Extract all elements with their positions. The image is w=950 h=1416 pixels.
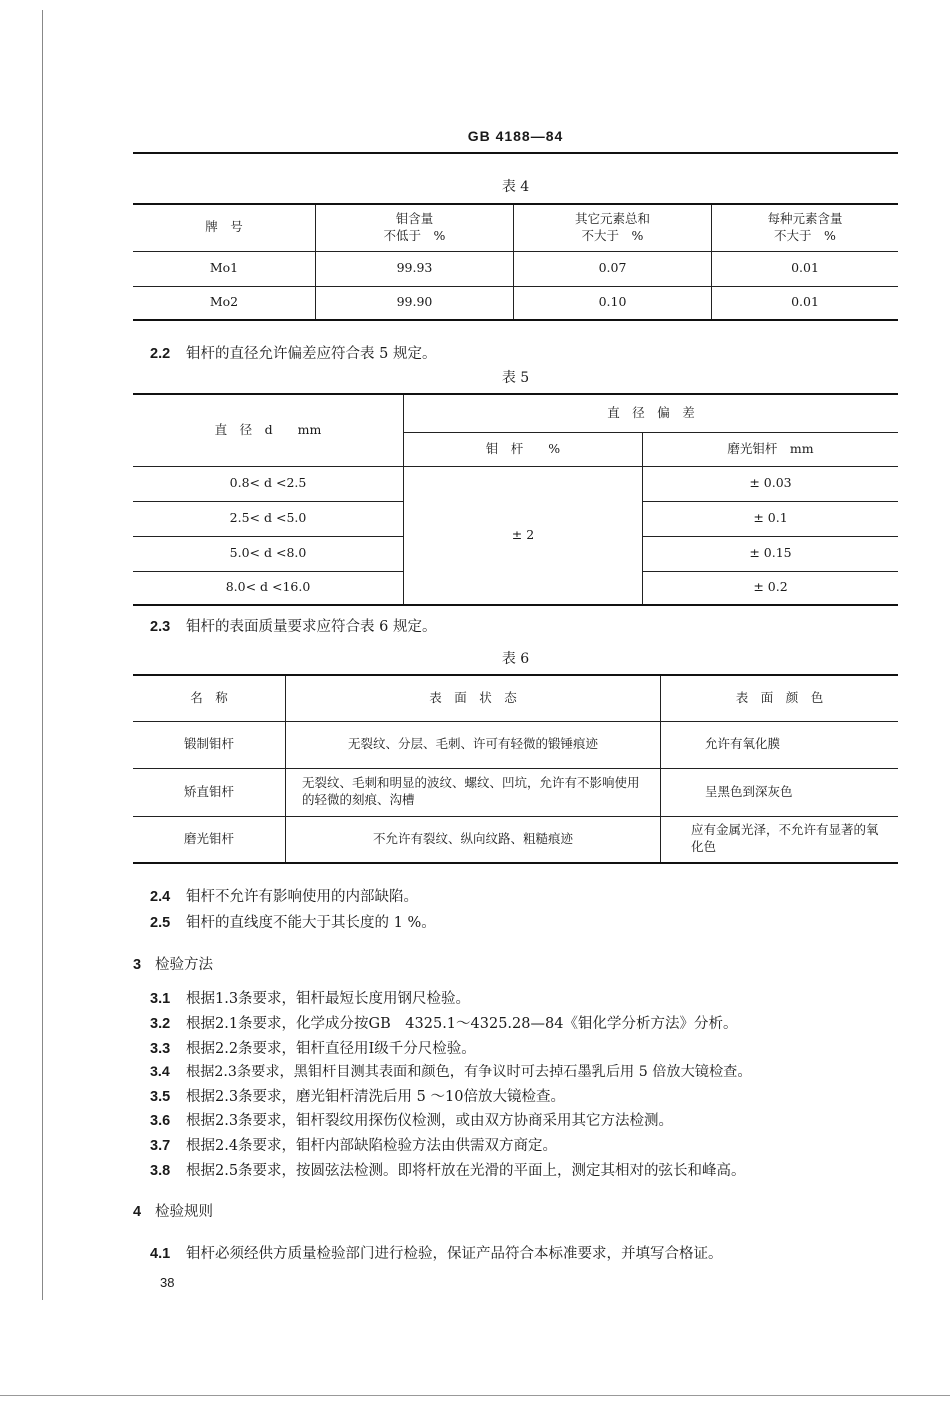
- clause-text: 根据2.3条要求，黑钼杆目测其表面和颜色，有争议时可去掉石墨乳后用 5 倍放大镜检查。: [186, 1064, 752, 1080]
- table-row: [133, 768, 898, 816]
- table4-cell: 0.10: [514, 286, 712, 320]
- clause-number: 2.3: [150, 619, 171, 635]
- clause-number: 3.2: [150, 1016, 171, 1032]
- table6-name: 矫直钼杆: [133, 768, 286, 816]
- table-row: [133, 466, 898, 501]
- table6-state: 无裂纹、分层、毛刺、许可有轻微的锻锤痕迹: [286, 721, 661, 768]
- table6-color: 呈黑色到深灰色: [661, 768, 899, 816]
- table6-color: 应有金属光泽，不允许有显著的氧化色: [661, 816, 899, 863]
- table5-group-header: 直 径 偏 差: [404, 394, 899, 432]
- table6-header-row: [133, 675, 898, 721]
- table5-polished: ± 0.15: [643, 536, 899, 571]
- table5-range: 0.8< d <2.5: [133, 466, 404, 501]
- table4-header-row: [133, 204, 898, 251]
- clause-number: 3.5: [150, 1089, 171, 1105]
- document-header: GB 4188—84: [467, 128, 564, 144]
- table-row: [133, 286, 898, 320]
- table6-state: 不允许有裂纹、纵向纹路、粗糙痕迹: [286, 816, 661, 863]
- clause-text: 钼杆的表面质量要求应符合表 6 规定。: [186, 619, 437, 635]
- list-item: [150, 1012, 737, 1033]
- paragraph-2-2: [150, 342, 436, 363]
- paragraph-2-3: [150, 615, 436, 636]
- clause-text: 根据2.5条要求，按圆弦法检测。即将杆放在光滑的平面上，测定其相对的弦长和峰高。: [186, 1163, 746, 1179]
- table5-subheader: 钼 杆 %: [404, 432, 643, 466]
- scan-edge-line: [42, 10, 43, 1300]
- table6-caption: 表 6: [501, 651, 530, 667]
- table5-caption: 表 5: [501, 370, 530, 386]
- table4-header-cell: 每种元素含量 不大于 %: [712, 204, 899, 251]
- table4-caption: 表 4: [501, 179, 530, 195]
- paragraph-4-1: [150, 1242, 723, 1263]
- table4-cell: 99.90: [316, 286, 514, 320]
- clause-text: 钼杆的直线度不能大于其长度的 1 %。: [186, 915, 436, 931]
- section-number: 3: [133, 957, 142, 973]
- table4-cell: 99.93: [316, 251, 514, 286]
- table6-header-cell: 表 面 状 态: [286, 675, 661, 721]
- paragraph-2-5: [150, 911, 436, 932]
- table6-state: 无裂纹、毛刺和明显的波纹、螺纹、凹坑，允许有不影响使用的轻微的刻痕、沟槽: [286, 768, 661, 816]
- list-item: [150, 1159, 746, 1180]
- table5-subheader: 磨光钼杆 mm: [643, 432, 899, 466]
- table4-header-cell: 钼含量 不低于 %: [316, 204, 514, 251]
- table4-cell: 0.07: [514, 251, 712, 286]
- clause-number: 3.3: [150, 1041, 171, 1057]
- clause-number: 3.1: [150, 991, 171, 1007]
- section-number: 4: [133, 1204, 142, 1220]
- table6-header-cell: 名 称: [133, 675, 286, 721]
- table5-range: 8.0< d <16.0: [133, 571, 404, 605]
- clause-number: 4.1: [150, 1246, 171, 1262]
- table5-polished: ± 0.1: [643, 501, 899, 536]
- table5: [133, 393, 898, 606]
- table4-header-cell: 其它元素总和 不大于 %: [514, 204, 712, 251]
- table4-cell: 0.01: [712, 286, 899, 320]
- clause-text: 根据2.1条要求，化学成分按GB 4325.1～4325.28—84《钼化学分析方法》分析。: [186, 1016, 738, 1032]
- clause-text: 根据1.3条要求，钼杆最短长度用钢尺检验。: [186, 991, 471, 1007]
- page-number: 38: [160, 1275, 175, 1290]
- list-item: [150, 1134, 557, 1155]
- table6-name: 锻制钼杆: [133, 721, 286, 768]
- clause-number: 2.5: [150, 915, 171, 931]
- table-row: [133, 251, 898, 286]
- table4-cell: Mo1: [133, 251, 316, 286]
- clause-text: 根据2.2条要求，钼杆直径用Ⅰ级千分尺检验。: [186, 1041, 476, 1057]
- list-item: [150, 1085, 565, 1106]
- clause-number: 3.6: [150, 1113, 171, 1129]
- table5-range: 2.5< d <5.0: [133, 501, 404, 536]
- table5-rod-tolerance: ± 2: [404, 466, 643, 605]
- clause-text: 钼杆的直径允许偏差应符合表 5 规定。: [186, 346, 437, 362]
- clause-text: 根据2.3条要求，磨光钼杆清洗后用 5 ～10倍放大镜检查。: [186, 1089, 565, 1105]
- clause-number: 2.2: [150, 346, 171, 362]
- section-3-heading: [133, 953, 213, 974]
- clause-number: 2.4: [150, 889, 171, 905]
- table4: [133, 203, 898, 321]
- clause-text: 根据2.4条要求，钼杆内部缺陷检验方法由供需双方商定。: [186, 1138, 558, 1154]
- table6-color: 允许有氧化膜: [661, 721, 899, 768]
- table5-polished: ± 0.2: [643, 571, 899, 605]
- table5-header-row: [133, 394, 898, 432]
- paragraph-2-4: [150, 885, 418, 906]
- table-row: [133, 721, 898, 768]
- table6-header-cell: 表 面 颜 色: [661, 675, 899, 721]
- clause-text: 钼杆必须经供方质量检验部门进行检验，保证产品符合本标准要求，并填写合格证。: [186, 1246, 723, 1262]
- list-item: [150, 987, 470, 1008]
- table-row: [133, 816, 898, 863]
- header-rule: [133, 152, 898, 154]
- section-title: 检验方法: [155, 957, 213, 973]
- section-title: 检验规则: [155, 1204, 213, 1220]
- list-item: [150, 1037, 476, 1058]
- table4-cell: Mo2: [133, 286, 316, 320]
- table5-polished: ± 0.03: [643, 466, 899, 501]
- clause-number: 3.7: [150, 1138, 171, 1154]
- table5-diameter-header: 直 径 d mm: [133, 394, 404, 466]
- list-item: [150, 1061, 752, 1081]
- clause-number: 3.4: [150, 1064, 170, 1080]
- table6-name: 磨光钼杆: [133, 816, 286, 863]
- section-4-heading: [133, 1200, 213, 1221]
- list-item: [150, 1109, 673, 1130]
- clause-text: 根据2.3条要求，钼杆裂纹用探伤仪检测，或由双方协商采用其它方法检测。: [186, 1113, 674, 1129]
- clause-number: 3.8: [150, 1163, 171, 1179]
- table4-header-cell: 牌 号: [133, 204, 316, 251]
- scan-edge-line: [0, 1395, 950, 1396]
- clause-text: 钼杆不允许有影响使用的内部缺陷。: [186, 889, 418, 905]
- table5-range: 5.0< d <8.0: [133, 536, 404, 571]
- table6: [133, 674, 898, 864]
- table4-cell: 0.01: [712, 251, 899, 286]
